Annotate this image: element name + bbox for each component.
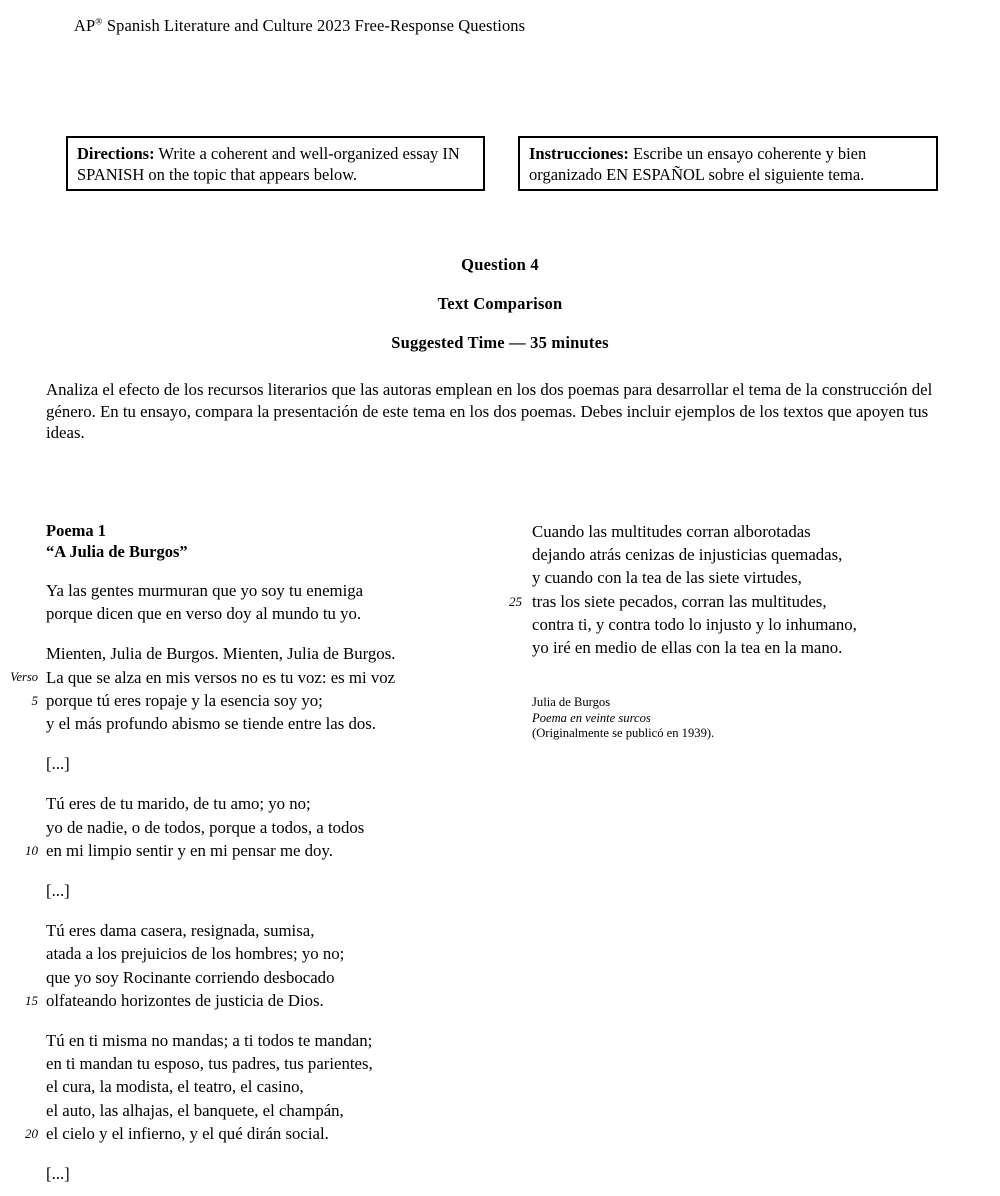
poem-line — [0, 1052, 500, 1075]
line-number: 15 — [25, 992, 38, 1008]
poem-line-text: yo iré en medio de ellas con la tea en la mano. — [532, 638, 843, 658]
directions-text-english: Write a coherent and well-organized essay IN SPANISH on the topic that appears below. — [77, 144, 460, 184]
poem-line-text: Tú en ti misma no mandas; a ti todos te mandan; — [46, 1031, 373, 1051]
poem-line-text: La que se alza en mis versos no es tu voz: es mi voz — [46, 667, 396, 687]
poem-line — [0, 839, 500, 862]
poem-ellipsis: [...] — [46, 754, 70, 774]
poem-ellipsis: [...] — [46, 1164, 70, 1184]
poem-column-right — [490, 520, 990, 742]
poem-line — [0, 792, 500, 815]
poem-line — [0, 642, 500, 665]
poem-stanza — [0, 1029, 500, 1145]
poem-line-text: en mi limpio sentir y en mi pensar me doy. — [46, 840, 333, 860]
poem-line — [490, 613, 990, 636]
directions-row — [0, 136, 1000, 190]
poem-ellipsis: [...] — [46, 881, 70, 901]
poem-line — [0, 712, 500, 735]
poem-stanza — [490, 520, 990, 659]
registered-trademark-icon: ® — [95, 17, 103, 28]
question-number: Question 4 — [461, 255, 539, 274]
poem-line — [0, 602, 500, 625]
poem-line — [0, 1075, 500, 1098]
poem-attribution — [532, 695, 990, 742]
exam-name-suffix: Spanish Literature and Culture 2023 Free-Response Questions — [102, 16, 526, 35]
poem-line — [0, 816, 500, 839]
poem-line-text: tras los siete pecados, corran las multitudes, — [532, 591, 827, 611]
poem-line-text: el auto, las alhajas, el banquete, el champán, — [46, 1100, 344, 1120]
directions-label-spanish: Instrucciones: — [529, 144, 629, 163]
attribution-note: (Originalmente se publicó en 1939). — [532, 726, 715, 741]
poem-line-text: el cura, la modista, el teatro, el casino, — [46, 1077, 304, 1097]
poem-line — [0, 1122, 500, 1145]
poem-line — [0, 1099, 500, 1122]
verso-gutter-label: Verso — [10, 669, 38, 684]
poem-line-text: que yo soy Rocinante corriendo desbocado — [46, 967, 335, 987]
poem-stanza — [0, 919, 500, 1012]
poem-line-text: en ti mandan tu esposo, tus padres, tus parientes, — [46, 1054, 373, 1074]
poem-left-blocks — [0, 579, 500, 1185]
question-headings — [0, 255, 1000, 353]
poem-line — [0, 942, 500, 965]
question-type: Text Comparison — [437, 294, 563, 313]
poem-line-text: Ya las gentes murmuran que yo soy tu enemiga — [46, 581, 364, 600]
poem-label: Poema 1 — [46, 521, 107, 540]
poem-line — [0, 919, 500, 942]
line-number: 5 — [31, 692, 38, 708]
poem-title: “A Julia de Burgos” — [46, 542, 188, 561]
poem-line — [0, 989, 500, 1012]
directions-box-spanish — [518, 136, 938, 191]
poem-line — [0, 689, 500, 712]
poem-stanza — [0, 792, 500, 862]
poem-line — [0, 666, 500, 689]
poem-line-text: yo de nadie, o de todos, porque a todos, a todos — [46, 817, 365, 837]
poem-line-text: atada a los prejuicios de los hombres; yo no; — [46, 944, 345, 964]
poem-line-text: dejando atrás cenizas de injusticias quemadas, — [532, 545, 843, 565]
attribution-author: Julia de Burgos — [532, 695, 611, 710]
poem-line-text: Mienten, Julia de Burgos. Mienten, Julia de Burgos. — [46, 644, 396, 664]
poem-line-text: Tú eres dama casera, resignada, sumisa, — [46, 921, 315, 941]
poem-line — [490, 543, 990, 566]
poem-line — [0, 579, 500, 602]
poem-line-text: Tú eres de tu marido, de tu amo; yo no; — [46, 794, 311, 814]
poem-line-text: y cuando con la tea de las siete virtudes, — [532, 568, 802, 588]
essay-prompt-text: Analiza el efecto de los recursos literarios que las autoras emplean en los dos poemas para desarrollar el tema de la construcción del género. En tu ensayo, compara la presentación de este tema en los dos poemas. Debes incluir ejemplos de los textos que apoyen tus ideas. — [46, 380, 933, 442]
directions-box-english — [66, 136, 485, 191]
poem-line — [490, 520, 990, 543]
line-number: 20 — [25, 1125, 38, 1141]
line-number: 25 — [509, 593, 522, 609]
poem-line — [0, 1029, 500, 1052]
attribution-source-title: Poema en veinte surcos — [532, 710, 651, 725]
poem-line-text: Cuando las multitudes corran alborotadas — [532, 522, 811, 541]
line-number: 10 — [25, 842, 38, 858]
poem-line — [490, 566, 990, 589]
poem-stanza — [0, 579, 500, 625]
poem-line-text: contra ti, y contra todo lo injusto y lo inhumano, — [532, 614, 857, 634]
poem-line — [490, 636, 990, 659]
poem-line — [0, 966, 500, 989]
poem-line-text: olfateando horizontes de justicia de Dios. — [46, 990, 324, 1010]
directions-label-english: Directions: — [77, 144, 155, 163]
exam-name-prefix: AP — [74, 16, 96, 35]
poem-line — [490, 590, 990, 613]
page-running-header — [74, 16, 525, 36]
poem-line-text: y el más profundo abismo se tiende entre las dos. — [46, 714, 376, 734]
directions-text-spanish: Escribe un ensayo coherente y bien organizado EN ESPAÑOL sobre el siguiente tema. — [529, 144, 867, 184]
poem-right-blocks — [490, 520, 990, 659]
question-suggested-time: Suggested Time — 35 minutes — [391, 333, 609, 352]
poem-line-text: porque tú eres ropaje y la esencia soy yo; — [46, 690, 323, 710]
poem-line-text: porque dicen que en verso doy al mundo tu yo. — [46, 604, 362, 624]
poem-stanza — [0, 642, 500, 735]
poem-line-text: el cielo y el infierno, y el qué dirán social. — [46, 1123, 329, 1143]
poem-column-left — [0, 520, 500, 1185]
